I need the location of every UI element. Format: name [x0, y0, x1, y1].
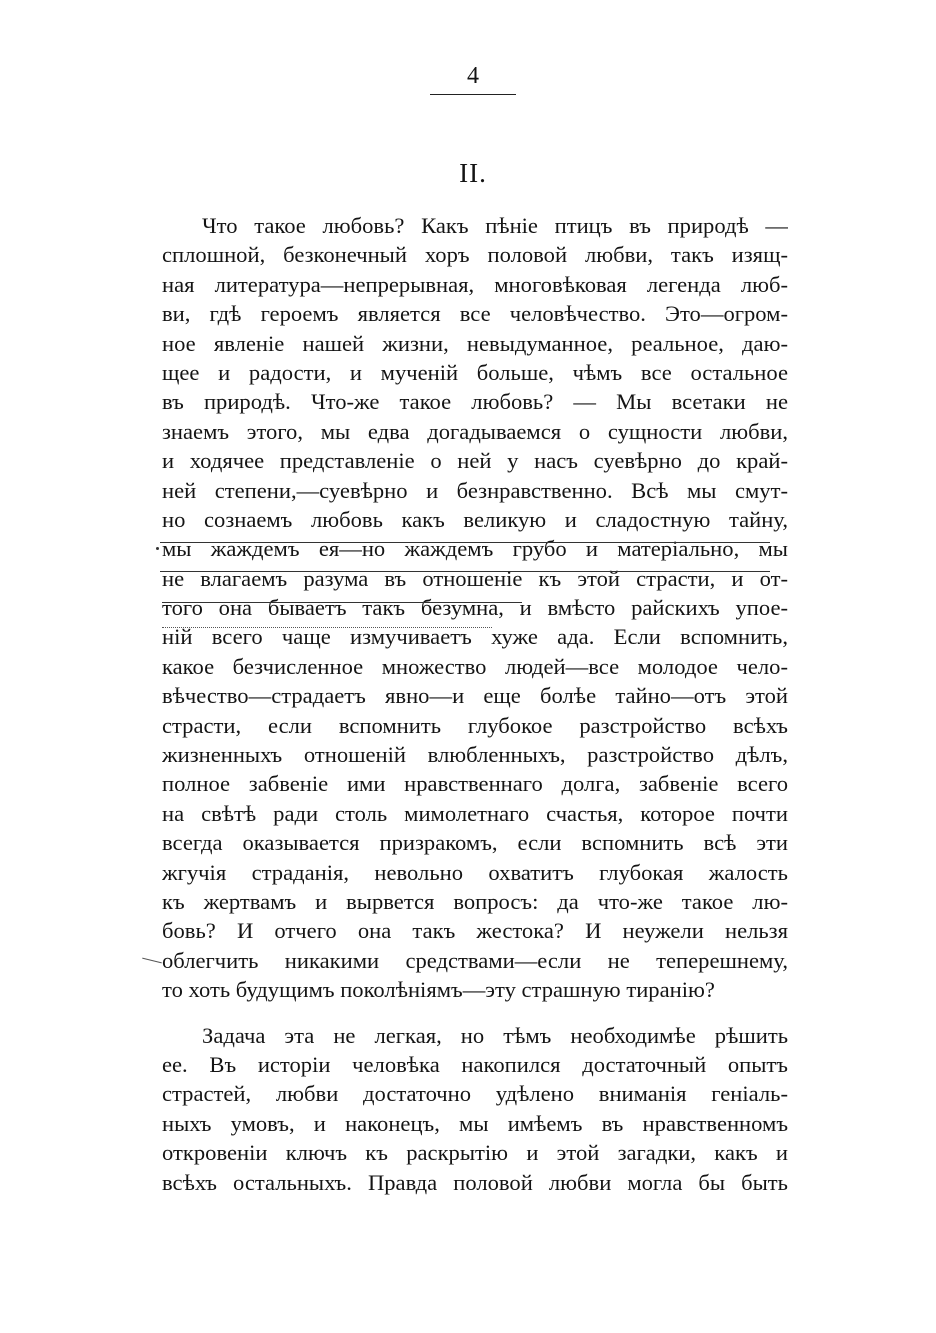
- page-number: 4: [467, 63, 479, 89]
- text-line: жизненныхъ отношеній влюбленныхъ, разстройство дѣлъ,: [162, 742, 788, 768]
- text-line: страсти, если вспомнить глубокое разстройство всѣхъ: [162, 712, 788, 738]
- text-line: Что такое любовь? Какъ пѣніе птицъ въ природѣ —: [202, 213, 788, 238]
- pencil-underline: [160, 571, 770, 572]
- chapter-heading: II.: [459, 158, 487, 188]
- text-line: Задача эта не легкая, но тѣмъ необходимѣе рѣшить: [202, 1022, 788, 1048]
- text-line: всѣхъ остальныхъ. Правда половой любви могла бы быть: [162, 1169, 788, 1195]
- text-line: знаемъ этого, мы едва догадываемся о сущности любви,: [162, 418, 788, 444]
- text-line: то хоть будущимъ поколѣніямъ—эту страшную тиранію?: [162, 977, 715, 1003]
- text-line: ныхъ умовъ, и наконецъ, мы имѣемъ въ нравственномъ: [162, 1110, 788, 1136]
- text-line: страстей, любви достаточно удѣлено вниманія геніаль-: [162, 1081, 788, 1107]
- text-line: того она бываетъ такъ безумна, и вмѣсто райскихъ упое-: [162, 595, 788, 621]
- pencil-underline: [160, 542, 770, 543]
- text-line: какое безчисленное множество людей—все молодое чело-: [162, 653, 788, 679]
- pencil-mark: [142, 958, 162, 964]
- text-line: ее. Въ исторіи человѣка накопился достаточный опытъ: [162, 1051, 788, 1077]
- text-line: ней степени,—суевѣрно и безнравственно. Всѣ мы смут-: [162, 477, 788, 503]
- text-line: откровеніи ключъ къ раскрытію и этой загадки, какъ и: [162, 1140, 788, 1166]
- text-line: но сознаемъ любовь какъ великую и сладостную тайну,: [162, 506, 788, 532]
- pencil-underline: [162, 602, 522, 603]
- paragraph-2: [162, 1021, 788, 1197]
- text-line: ное явленіе нашей жизни, невыдуманное, реальное, даю-: [162, 330, 788, 356]
- text-line: щее и радости, и мученій больше, чѣмъ все остальное: [162, 359, 788, 385]
- text-line: сплошной, безконечный хоръ половой любви, такъ изящ-: [162, 242, 788, 268]
- body-text: [162, 211, 788, 1197]
- text-line: жгучія страданія, невольно охватитъ глубокая жалость: [162, 859, 788, 885]
- text-line: на свѣтѣ ради столь мимолетнаго счастья, которое почти: [162, 800, 788, 826]
- text-line: мы жаждемъ ея—но жаждемъ грубо и матеріально, мы: [162, 536, 788, 562]
- text-line: ви, гдѣ героемъ является все человѣчество. Это—огром-: [162, 301, 788, 327]
- text-line: ній всего чаще измучиваетъ хуже ада. Если вспомнить,: [162, 624, 788, 650]
- text-line: не влагаемъ разума въ отношеніе къ этой страсти, и от-: [162, 565, 788, 591]
- pencil-dotted-underline: [162, 627, 492, 628]
- text-line: ная литература—непрерывная, многовѣковая легенда люб-: [162, 271, 788, 297]
- text-line: вѣчество—страдаетъ явно—и еще болѣе тайно—отъ этой: [162, 683, 788, 709]
- paragraph-1: [162, 211, 788, 1005]
- text-line: полное забвеніе ими нравственнаго долга, забвеніе всего: [162, 771, 788, 797]
- pencil-mark: [156, 547, 159, 550]
- text-line: и ходячее представленіе о ней у насъ суевѣрно до край-: [162, 448, 788, 474]
- text-line: бовь? И отчего она такъ жестока? И неужели нельзя: [162, 918, 788, 944]
- page-number-rule: [430, 94, 516, 95]
- text-line: облегчить никакими средствами—если не теперешнему,: [162, 947, 788, 973]
- text-line: къ жертвамъ и вырвется вопросъ: да что-же такое лю-: [162, 888, 788, 914]
- text-line: въ природѣ. Что-же такое любовь? — Мы всетаки не: [162, 389, 788, 415]
- text-line: всегда оказывается призракомъ, если вспомнить всѣ эти: [162, 830, 788, 856]
